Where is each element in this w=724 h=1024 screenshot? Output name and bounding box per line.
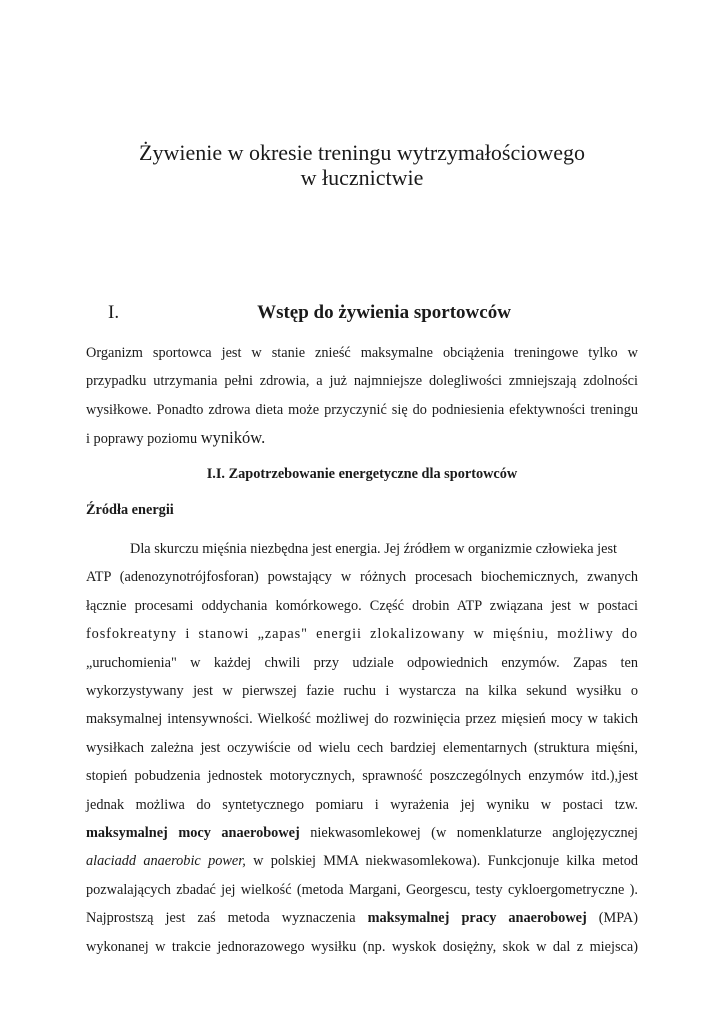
term-mpa: maksymalnej pracy anaerobowej xyxy=(367,910,587,927)
energy-line: łącznie procesami oddychania komórkowego. Część drobin ATP związana jest w postaci xyxy=(86,597,638,614)
energy-line-post: (MPA) xyxy=(586,910,638,927)
section-title: I.I. Zapotrzebowanie energetyczne dla sportowców xyxy=(206,466,518,482)
intro-last-word: wyników. xyxy=(200,427,266,447)
intro-last-prefix: i poprawy poziomu xyxy=(86,430,201,447)
energy-line: ATP (adenozynotrójfosforan) powstający w różnych procesach biochemicznych, zwanych xyxy=(86,569,638,586)
energy-line xyxy=(86,819,638,847)
energy-line: fosfokreatyny i stanowi „zapas" energii zlokalizowany w mięśniu, możliwy do xyxy=(86,626,638,643)
intro-line: przypadku utrzymania pełni zdrowia, a już najmniejsze dolegliwości zmniejszają zdolności xyxy=(86,373,638,390)
chapter-number: I. xyxy=(108,302,120,323)
energy-line: wykonanej w trakcie jednorazowego wysiłku (np. wyskok dosiężny, skok w dal z miejsca) xyxy=(86,938,638,955)
energy-line-rest: niekwasomlekowej (w nomenklaturze anglojęzycznej xyxy=(299,825,638,842)
energy-line: wykorzystywany jest w pierwszej fazie ruchu i wystarcza na kilka sekund wysiłku o xyxy=(86,683,638,700)
energy-line-rest: w polskiej MMA niekwasomlekowa). Funkcjonuje kilka metod xyxy=(245,853,638,870)
term-english: alaciadd anaerobic power, xyxy=(86,853,246,870)
subheading: Źródła energii xyxy=(86,502,174,518)
intro-line-last xyxy=(86,424,638,453)
chapter-title: Wstęp do żywienia sportowców xyxy=(257,302,511,323)
term-mma: maksymalnej mocy anaerobowej xyxy=(86,825,300,842)
energy-line: stopień pobudzenia jednostek motorycznych, sprawność poszczególnych enzymów itd.),jest xyxy=(86,768,638,785)
energy-line-pre: Najprostszą jest zaś metoda wyznaczenia xyxy=(86,910,368,927)
energy-line: maksymalnej intensywności. Wielkość możliwej do rozwinięcia przez mięsień mocy w takich xyxy=(86,711,638,728)
document-title-line-1: Żywienie w okresie treningu wytrzymałościowego xyxy=(139,140,585,165)
intro-line: wysiłkowe. Ponadto zdrowa dieta może przyczynić się do podniesienia efektywności treningu xyxy=(86,401,638,418)
energy-line xyxy=(86,847,638,875)
energy-line: jednak możliwa do syntetycznego pomiaru i wyrażenia jej wyniku w postaci tzw. xyxy=(86,796,638,813)
energy-paragraph xyxy=(86,535,638,961)
document-title-line-2: w łucznictwie xyxy=(300,165,424,190)
energy-line: wysiłkach zależna jest oczywiście od wielu cech bardziej elementarnych (struktura mięśni, xyxy=(86,739,638,756)
energy-line: Dla skurczu mięśnia niezbędna jest energia. Jej źródłem w organizmie człowieka jest xyxy=(130,541,617,557)
intro-line: Organizm sportowca jest w stanie znieść maksymalne obciążenia treningowe tylko w xyxy=(86,345,638,361)
intro-paragraph xyxy=(86,339,638,453)
energy-line: pozwalających zbadać jej wielkość (metoda Margani, Georgescu, testy cykloergometryczne ). xyxy=(86,881,638,898)
energy-line: „uruchomienia" w każdej chwili przy udziale odpowiednich enzymów. Zapas ten xyxy=(86,654,638,671)
energy-line xyxy=(86,904,638,932)
